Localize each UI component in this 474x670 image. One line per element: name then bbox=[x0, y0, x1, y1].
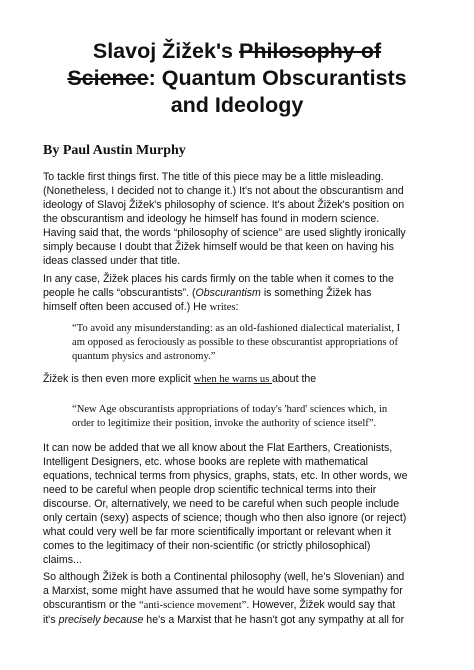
text-line: (Nonetheless, I decided not to change it.) It's not about the obscurantism and bbox=[43, 185, 404, 197]
text-line: Intelligent Designers, etc. whose books are replete with mathematical bbox=[43, 456, 369, 468]
text-line: ideas classed under that title. bbox=[43, 255, 181, 267]
document-title bbox=[0, 38, 474, 119]
quote-line: am opposed as ferociously as possible to these obscurantist appropriations of bbox=[72, 337, 398, 348]
anti-science-quote: “anti-science movement” bbox=[138, 600, 247, 611]
block-quote-2 bbox=[72, 403, 432, 431]
warns-link[interactable]: when he warns us bbox=[193, 374, 272, 385]
text-line: himself often been accused of.) He writes: bbox=[43, 301, 239, 313]
text-line: equations, technical terms from physics, graphs, stats, etc. In other words, we bbox=[43, 470, 408, 482]
text-line: obscurantism or the “anti-science movement”. However, Žižek would say that bbox=[43, 599, 396, 611]
text-line: comes to the legitimacy of their non-scientific (or strictly philosophical) bbox=[43, 540, 371, 552]
text-line: To tackle first things first. The title of this piece may be a little misleading. bbox=[43, 171, 384, 183]
text-line: the obscurantism and ideology he himself has found in modern science. bbox=[43, 213, 380, 225]
block-quote-1 bbox=[72, 322, 432, 364]
title-text: Slavoj Žižek's bbox=[92, 39, 239, 63]
emphasis-text: Obscurantism bbox=[195, 287, 261, 299]
text-line: It can now be added that we all know about the Flat Earthers, Creationists, bbox=[43, 442, 393, 454]
text-line: what could very well be far more scientifically important or relevant when it bbox=[43, 526, 391, 538]
title-text: : Quantum Obscurantists bbox=[148, 66, 407, 90]
text-line: only certain (sexy) aspects of science; though who then also ignore (or reject) bbox=[43, 512, 407, 524]
quote-line: “To avoid any misunderstanding: as an old-fashioned dialectical materialist, I bbox=[72, 323, 401, 334]
text-line: ideology of Slavoj Žižek's philosophy of science. It's about Žižek's position on bbox=[43, 199, 405, 211]
paragraph-intro bbox=[43, 170, 439, 268]
text-line: In any case, Žižek places his cards firmly on the table when it comes to the bbox=[43, 273, 394, 285]
text-line: Having said that, the words “philosophy of science” are used slightly ironically bbox=[43, 227, 406, 239]
writes-text: writes bbox=[209, 302, 236, 313]
text-line: need to be careful when people drop scientific technical terms into their bbox=[43, 484, 377, 496]
text-line: Žižek is then even more explicit when he warns us about the bbox=[43, 373, 317, 385]
text-line: So although Žižek is both a Continental philosophy (well, he's Slovenian) and bbox=[43, 571, 405, 583]
text-line: discourse. Or, alternatively, we need to be careful when such people include bbox=[43, 498, 400, 510]
text-line: people he calls “obscurantists”. (Obscurantism is something Žižek has bbox=[43, 287, 372, 299]
text-line: it's precisely because he's a Marxist that he hasn't got any sympathy at all for bbox=[43, 614, 405, 626]
paragraph-flat-earthers bbox=[43, 441, 439, 567]
quote-line: order to legitimize their position, invoke the authority of science itself”. bbox=[72, 418, 377, 429]
title-strikethrough-text: Philosophy of bbox=[238, 39, 382, 63]
text-line: simply because I doubt that Žižek himself would be that keen on having his bbox=[43, 241, 394, 253]
quote-line: quantum physics and astronomy.” bbox=[72, 351, 216, 362]
title-text: and Ideology bbox=[170, 93, 304, 117]
text-line: claims... bbox=[43, 554, 82, 566]
author-byline: By Paul Austin Murphy bbox=[43, 143, 186, 158]
emphasis-text: precisely because bbox=[58, 614, 144, 626]
paragraph-cards bbox=[43, 272, 439, 315]
quote-line: “New Age obscurantists appropriations of today's 'hard' sciences which, in bbox=[72, 404, 388, 415]
title-strikethrough-text: Science bbox=[67, 66, 149, 90]
paragraph-explicit bbox=[43, 372, 439, 387]
text-line: a Marxist, some might have assumed that he would have some sympathy for bbox=[43, 585, 403, 597]
paragraph-marxist bbox=[43, 570, 439, 627]
